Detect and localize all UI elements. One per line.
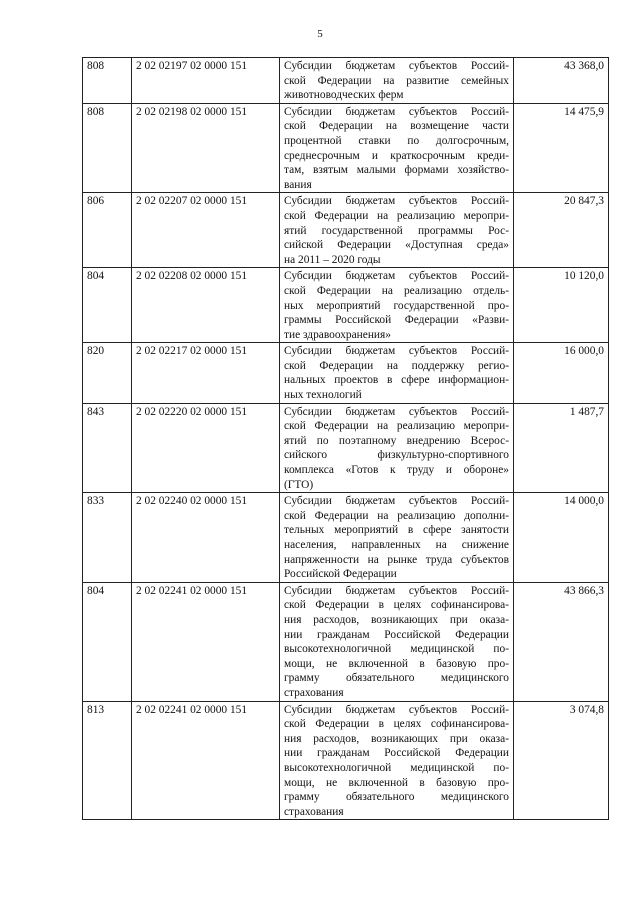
- description-line: ской Федерации на развитие семейных: [284, 74, 509, 87]
- description-line: высокотехнологичной медицинской по-: [284, 643, 509, 656]
- page-number: 5: [317, 28, 323, 40]
- description-line: Субсидии бюджетам субъектов Россий-: [284, 60, 509, 72]
- description-line: Субсидии бюджетам субъектов Россий-: [284, 584, 509, 597]
- description-line: ской Федерации на возмещение части: [284, 120, 509, 133]
- description-line: нии гражданам Российской Федерации: [284, 747, 509, 760]
- budget-classification-code-cell: 2 02 02217 02 0000 151: [132, 343, 280, 403]
- administrator-code-cell: 813: [83, 701, 132, 820]
- description-line: тельных мероприятий в сфере занятости: [284, 524, 509, 537]
- description-cell: [280, 58, 514, 104]
- amount-cell: 10 120,0: [514, 268, 609, 343]
- description-line: страхования: [284, 686, 344, 699]
- table-row: [83, 103, 609, 193]
- budget-classification-code-cell: 2 02 02220 02 0000 151: [132, 403, 280, 493]
- description-line: грамму обязательного медицинского: [284, 672, 509, 685]
- description-cell: [280, 268, 514, 343]
- budget-classification-code-cell: 2 02 02207 02 0000 151: [132, 193, 280, 268]
- budget-classification-code-cell: 2 02 02241 02 0000 151: [132, 582, 280, 701]
- description-line: Субсидии бюджетам субъектов Россий-: [284, 105, 509, 118]
- description-line: ятий по поэтапному внедрению Всерос-: [284, 434, 509, 447]
- amount-cell: 16 000,0: [514, 343, 609, 403]
- budget-classification-code-cell: 2 02 02197 02 0000 151: [132, 58, 280, 104]
- administrator-code-cell: 833: [83, 493, 132, 583]
- description-line: мощи, не включенной в базовую про-: [284, 776, 509, 789]
- description-line: вания: [284, 178, 312, 191]
- description-line: на 2011 – 2020 годы: [284, 253, 381, 266]
- description-cell: [280, 493, 514, 583]
- description-line: населения, направленных на снижение: [284, 539, 509, 551]
- description-line: Субсидии бюджетам субъектов Россий-: [284, 345, 509, 358]
- description-cell: [280, 582, 514, 701]
- amount-cell: 1 487,7: [514, 403, 609, 493]
- description-line: сийского физкультурно-спортивного: [284, 449, 509, 462]
- description-line: страхования: [284, 805, 344, 818]
- amount-cell: 43 368,0: [514, 58, 609, 104]
- description-line: мощи, не включенной в базовую про-: [284, 657, 509, 670]
- description-line: там, взятым малыми формами хозяйство-: [284, 164, 509, 177]
- description-cell: [280, 701, 514, 820]
- amount-cell: 14 475,9: [514, 103, 609, 193]
- description-line: граммы Российской Федерации «Разви-: [284, 314, 509, 327]
- description-line: (ГТО): [284, 478, 314, 491]
- revenue-table: [82, 57, 609, 820]
- table-row: [83, 58, 609, 104]
- administrator-code-cell: 820: [83, 343, 132, 403]
- administrator-code-cell: 804: [83, 268, 132, 343]
- description-line: тие здравоохранения»: [284, 328, 391, 341]
- description-line: сийской Федерации «Доступная среда»: [284, 239, 509, 252]
- administrator-code-cell: 808: [83, 58, 132, 104]
- description-cell: [280, 403, 514, 493]
- description-line: нальных проектов в сфере информацион-: [284, 374, 509, 387]
- administrator-code-cell: 843: [83, 403, 132, 493]
- description-line: ской Федерации на реализацию дополни-: [284, 509, 509, 522]
- description-line: грамму обязательного медицинского: [284, 791, 509, 804]
- description-line: ятий государственной программы Рос-: [284, 224, 509, 237]
- table-row: [83, 343, 609, 403]
- description-line: ской Федерации в целях софинансирова-: [284, 599, 509, 612]
- description-line: Субсидии бюджетам субъектов Россий-: [284, 405, 509, 418]
- amount-cell: 20 847,3: [514, 193, 609, 268]
- description-line: комплекса «Готов к труду и обороне»: [284, 464, 509, 477]
- budget-classification-code-cell: 2 02 02208 02 0000 151: [132, 268, 280, 343]
- amount-cell: 14 000,0: [514, 493, 609, 583]
- description-line: ской Федерации на реализацию меропри-: [284, 209, 509, 222]
- administrator-code-cell: 808: [83, 103, 132, 193]
- description-line: Субсидии бюджетам субъектов Россий-: [284, 195, 509, 208]
- budget-classification-code-cell: 2 02 02240 02 0000 151: [132, 493, 280, 583]
- description-line: животноводческих ферм: [284, 89, 404, 102]
- table-row: [83, 268, 609, 343]
- table-body: [83, 58, 609, 820]
- description-cell: [280, 343, 514, 403]
- table-row: [83, 403, 609, 493]
- table-row: [83, 193, 609, 268]
- table-row: [83, 493, 609, 583]
- table-row: [83, 701, 609, 820]
- description-line: Российской Федерации: [284, 568, 397, 581]
- description-line: ской Федерации на реализацию отдель-: [284, 284, 509, 297]
- budget-classification-code-cell: 2 02 02198 02 0000 151: [132, 103, 280, 193]
- description-line: Субсидии бюджетам субъектов Россий-: [284, 495, 509, 508]
- description-cell: [280, 193, 514, 268]
- table-row: [83, 582, 609, 701]
- description-line: Субсидии бюджетам субъектов Россий-: [284, 270, 509, 283]
- description-line: напряженности на рынке труда субъектов: [284, 553, 509, 566]
- description-line: среднесрочным и краткосрочным креди-: [284, 149, 509, 162]
- description-line: Субсидии бюджетам субъектов Россий-: [284, 703, 509, 716]
- administrator-code-cell: 806: [83, 193, 132, 268]
- administrator-code-cell: 804: [83, 582, 132, 701]
- description-line: нии гражданам Российской Федерации: [284, 628, 509, 641]
- description-line: ных мероприятий государственной про-: [284, 299, 509, 312]
- budget-classification-code-cell: 2 02 02241 02 0000 151: [132, 701, 280, 820]
- description-line: ской Федерации на реализацию меропри-: [284, 420, 509, 433]
- amount-cell: 3 074,8: [514, 701, 609, 820]
- description-line: ния расходов, возникающих при оказа-: [284, 732, 509, 745]
- description-cell: [280, 103, 514, 193]
- amount-cell: 43 866,3: [514, 582, 609, 701]
- description-line: ской Федерации на поддержку регио-: [284, 359, 509, 372]
- description-line: ных технологий: [284, 389, 362, 402]
- description-line: процентной ставки по долгосрочным,: [284, 134, 509, 147]
- description-line: ской Федерации в целях софинансирова-: [284, 718, 509, 731]
- description-line: ния расходов, возникающих при оказа-: [284, 613, 509, 626]
- description-line: высокотехнологичной медицинской по-: [284, 761, 509, 774]
